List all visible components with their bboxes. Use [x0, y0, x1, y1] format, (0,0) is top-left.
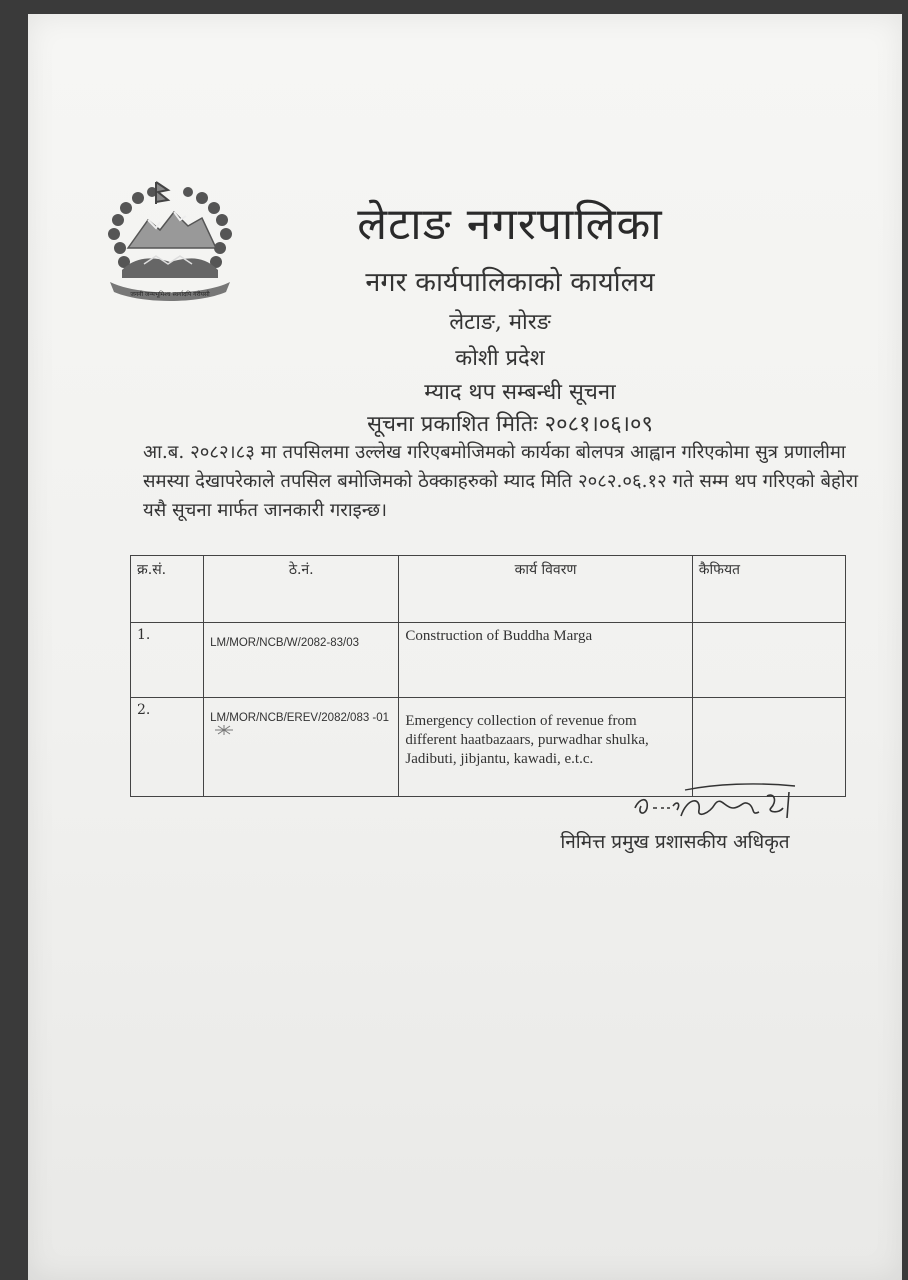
- notice-paragraph: आ.ब. २०८२।८३ मा तपसिलमा उल्लेख गरिएबमोजिमको कार्यका बोलपत्र आह्वान गरिएकोमा सुत्र प्रणालीमा समस्या देखापरेकाले तपसिल बमोजिमको ठेक्काहरुको म्याद मिति २०८२.०६.१२ गते सम्म थप गरिएको बेहोरा यसै सूचना मार्फत जानकारी गराइन्छ।: [143, 442, 859, 521]
- nepal-government-emblem-icon: [98, 178, 242, 312]
- row-remarks: [692, 623, 845, 698]
- row-contract-no-cell: [204, 698, 399, 797]
- asterisk-stamp-icon: [213, 725, 235, 735]
- address-district: लेटाङ, मोरङ: [449, 310, 551, 335]
- contracts-table: [130, 555, 846, 797]
- row-contract-no: LM/MOR/NCB/W/2082-83/03: [204, 623, 399, 698]
- address-province: कोशी प्रदेश: [455, 346, 545, 371]
- handwritten-signature-icon: [625, 778, 815, 834]
- row-description: Emergency collection of revenue from different haatbazaars, purwadhar shulka, Jadibuti, jibjantu, kawadi, e.t.c.: [399, 698, 692, 797]
- municipality-name: लेटाङ नगरपालिका: [357, 199, 663, 250]
- row-contract-no: LM/MOR/NCB/EREV/2082/083 -01: [210, 712, 390, 724]
- svg-text:जननी जन्मभूमिश्च स्वर्गादपि गर: जननी जन्मभूमिश्च स्वर्गादपि गरीयसी: [130, 291, 210, 298]
- table-row: [131, 623, 846, 698]
- signatory-title: निमित्त प्रमुख प्रशासकीय अधिकृत: [560, 831, 790, 853]
- header-serial: क्र.सं.: [131, 556, 204, 623]
- header-contract-no: ठे.नं.: [204, 556, 399, 623]
- header-description: कार्य विवरण: [399, 556, 692, 623]
- row-description: Construction of Buddha Marga: [399, 623, 692, 698]
- published-date: सूचना प्रकाशित मितिः २०८१।०६।०९: [367, 412, 653, 437]
- table-header-row: [131, 556, 846, 623]
- notice-subject: म्याद थप सम्बन्धी सूचना: [424, 380, 616, 405]
- header-remarks: कैफियत: [692, 556, 845, 623]
- row-serial: 2.: [131, 698, 204, 797]
- office-name: नगर कार्यपालिकाको कार्यालय: [365, 267, 655, 298]
- row-serial: 1.: [131, 623, 204, 698]
